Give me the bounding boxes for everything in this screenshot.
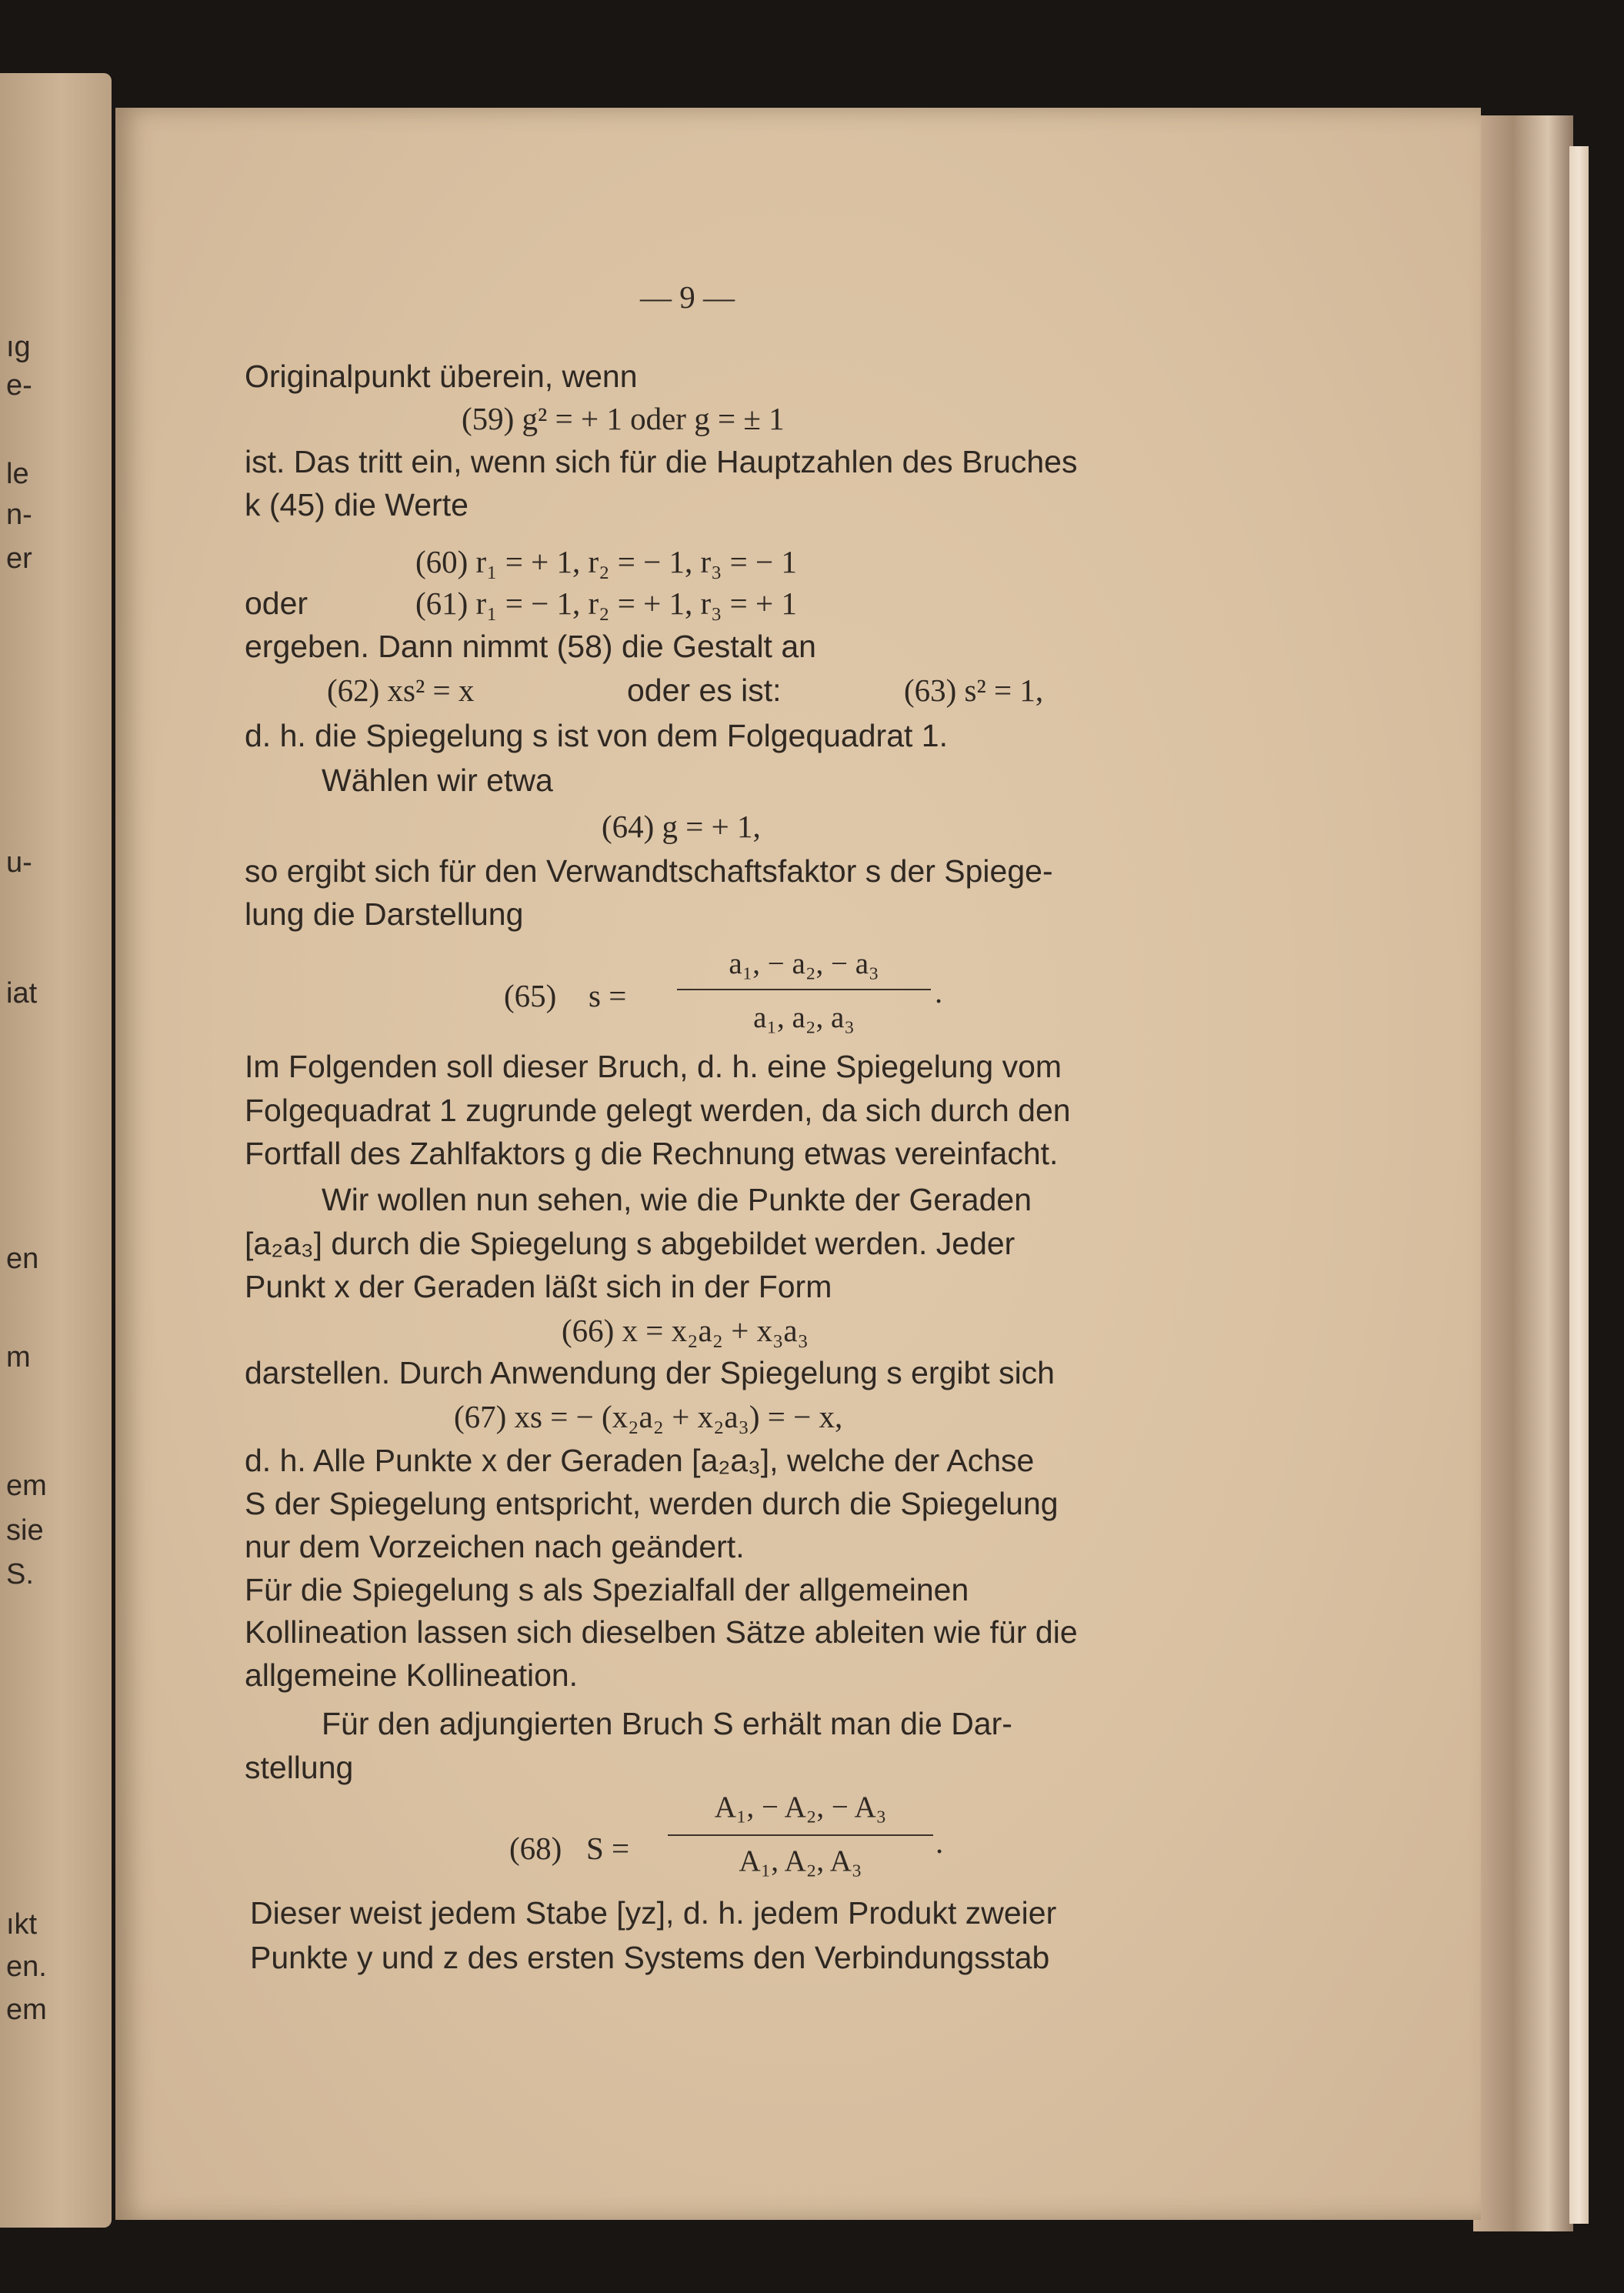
text-line: Für den adjungierten Bruch S erhält man die Dar- [322,1706,1012,1741]
text-line: Originalpunkt überein, wenn [245,359,638,394]
text-line: Kollineation lassen sich dieselben Sätze ableiten wie für die [245,1614,1078,1650]
text-line: Punkte y und z des ersten Systems den Verbindungsstab [250,1940,1050,1975]
equation-60: (60) r₁ = + 1, r₂ = − 1, r₃ = − 1 [415,544,797,579]
equation-65-tail: . [935,974,943,1010]
left-fragment: u- [6,846,32,879]
left-fragment: m [6,1341,31,1373]
left-fragment: em [6,1994,47,2026]
equation-67: (67) xs = − (x₂a₂ + x₂a₃) = − x, [454,1399,843,1434]
equation-59: (59) g² = + 1 oder g = ± 1 [462,401,785,436]
left-fragment: le [6,458,29,490]
equation-68-denominator: A₁, A₂, A₃ [739,1844,862,1877]
equation-68-numerator: A₁, − A₂, − A₃ [714,1791,887,1824]
equation-61: (61) r₁ = − 1, r₂ = + 1, r₃ = + 1 [415,586,797,621]
left-fragment: er [6,542,32,575]
text-line: stellung [245,1750,354,1785]
text-line: ergeben. Dann nimmt (58) die Gestalt an [245,629,816,664]
left-fragment: S. [6,1558,34,1590]
left-fragment: en [6,1243,39,1275]
text-line: oder es ist: [627,673,782,708]
text-line: k (45) die Werte [245,487,469,522]
text-line: Wir wollen nun sehen, wie die Punkte der Geraden [322,1182,1032,1217]
left-fragment: ıg [6,331,31,363]
equation-65-numerator: a₁, − a₂, − a₃ [729,947,879,980]
equation-68-lhs: S = [586,1831,630,1866]
text-line: darstellen. Durch Anwendung der Spiegelung s ergibt sich [245,1355,1055,1390]
equation-65-denominator: a₁, a₂, a₃ [753,1001,855,1034]
page-number: — 9 — [640,279,735,315]
text-line: so ergibt sich für den Verwandtschaftsfaktor s der Spiege- [245,853,1053,889]
text-line: oder [245,586,308,621]
left-fragment: e- [6,369,32,402]
text-line: Wählen wir etwa [322,763,553,798]
text-line: Dieser weist jedem Stabe [yz], d. h. jedem Produkt zweier [250,1895,1057,1931]
equation-68-label: (68) [509,1831,562,1866]
book-edge [1473,115,1573,2231]
left-fragment: n- [6,499,32,531]
text-line: Fortfall des Zahlfaktors g die Rechnung etwas vereinfacht. [245,1136,1059,1171]
text-line: d. h. Alle Punkte x der Geraden [a₂a₃], welche der Achse [245,1443,1035,1478]
equation-63: (63) s² = 1, [904,673,1044,708]
equation-65-lhs: s = [589,978,627,1013]
equation-68-fraction-bar [668,1834,933,1836]
left-fragment: ıkt [6,1908,38,1941]
equation-68-tail: . [935,1824,944,1860]
previous-page-edge [0,73,112,2228]
text-line: Punkt x der Geraden läßt sich in der Form [245,1269,832,1304]
left-fragment: em [6,1470,47,1502]
book-edge-highlight [1569,146,1589,2224]
text-line: Im Folgenden soll dieser Bruch, d. h. eine Spiegelung vom [245,1049,1062,1084]
left-fragment: iat [6,977,38,1010]
text-line: nur dem Vorzeichen nach geändert. [245,1529,745,1564]
equation-62: (62) xs² = x [327,673,475,708]
equation-65-label: (65) [504,978,557,1013]
text-line: lung die Darstellung [245,896,524,932]
equation-65-fraction-bar [677,989,931,990]
text-line: [a₂a₃] durch die Spiegelung s abgebildet werden. Jeder [245,1226,1015,1261]
equation-66: (66) x = x₂a₂ + x₃a₃ [562,1313,809,1348]
left-fragment: en. [6,1951,47,1983]
book-page [115,108,1481,2220]
text-line: ist. Das tritt ein, wenn sich für die Hauptzahlen des Bruches [245,444,1078,479]
left-fragment: sie [6,1514,44,1547]
equation-64: (64) g = + 1, [602,809,761,844]
text-line: d. h. die Spiegelung s ist von dem Folgequadrat 1. [245,718,948,753]
text-line: S der Spiegelung entspricht, werden durch die Spiegelung [245,1486,1059,1521]
text-line: allgemeine Kollineation. [245,1657,579,1693]
text-line: Folgequadrat 1 zugrunde gelegt werden, da sich durch den [245,1093,1071,1128]
text-line: Für die Spiegelung s als Spezialfall der allgemeinen [245,1572,969,1607]
